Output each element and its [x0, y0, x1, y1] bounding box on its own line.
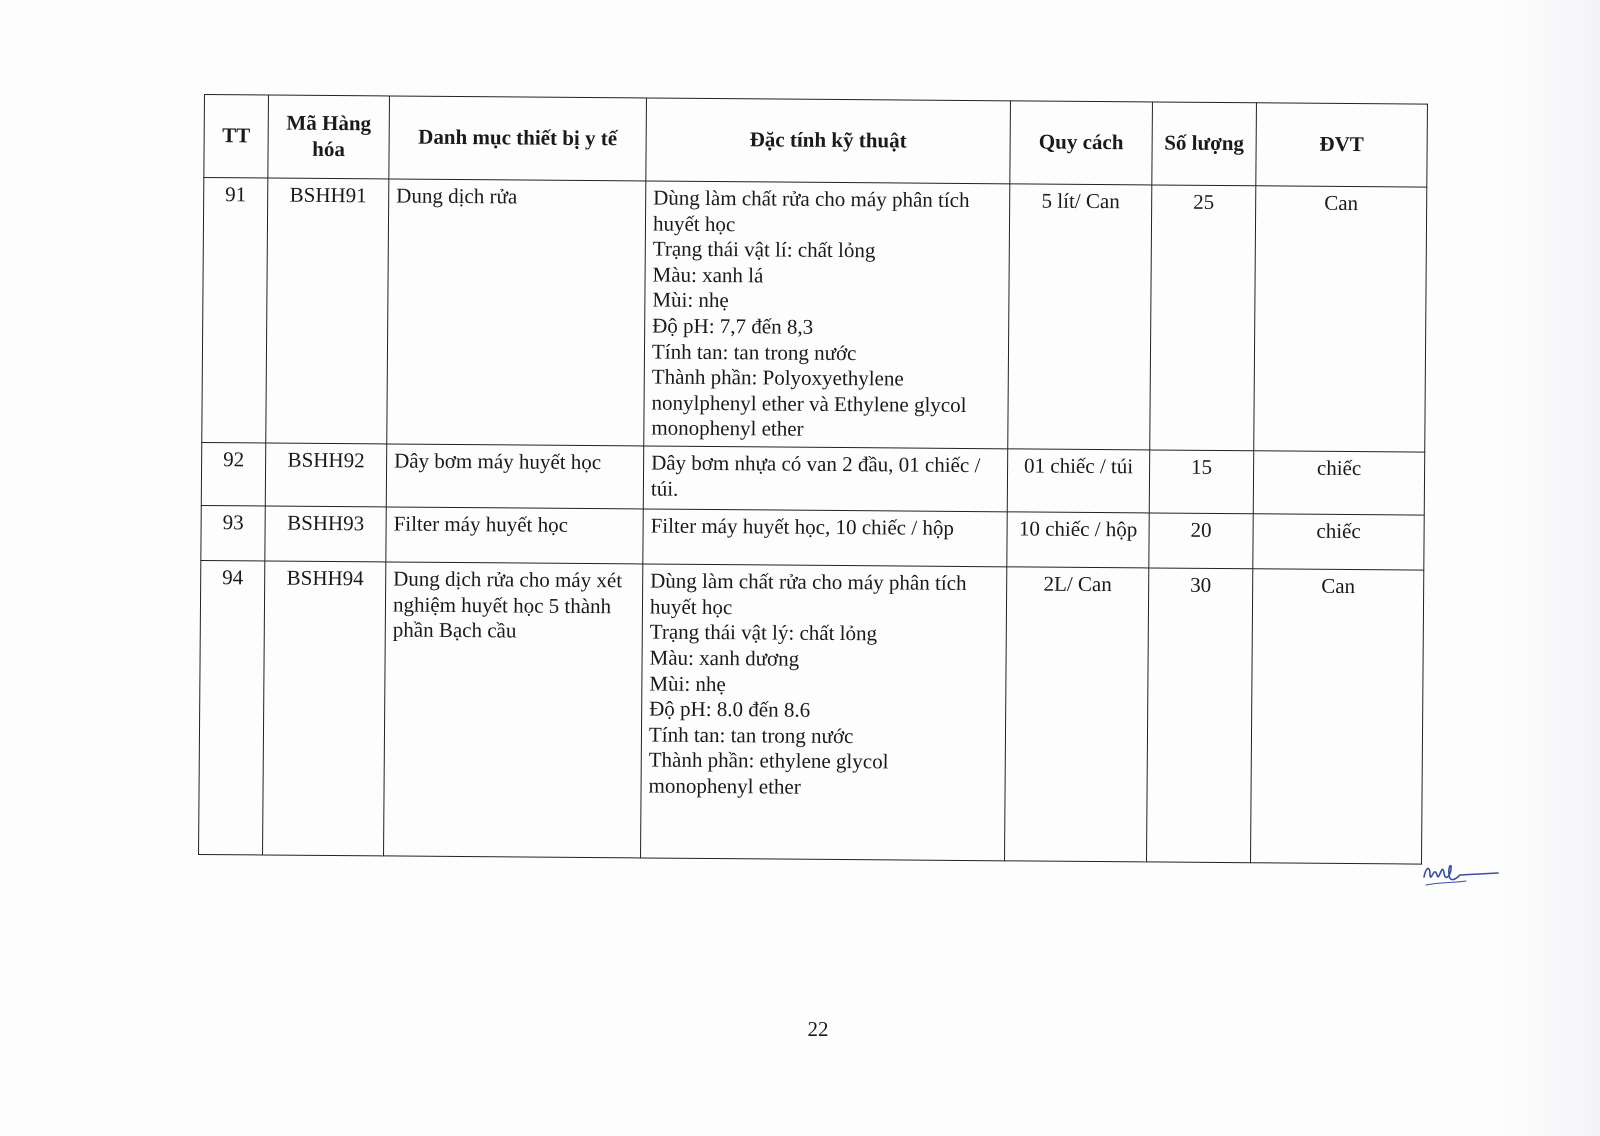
cell-spec: Dùng làm chất rửa cho máy phân tích huyết học Trạng thái vật lí: chất lỏng Màu: xanh lá Mùi: nhẹ Độ pH: 7,7 đến 8,3 Tính tan: tan trong nước Thành phần: Polyoxyethylene nonylphenyl ether và Ethylene glycol monophenyl ether [644, 181, 1010, 449]
cell-quantity: 15 [1149, 450, 1253, 514]
table-row [201, 506, 1424, 571]
cell-unit: chiếc [1253, 451, 1424, 515]
table-header-row [204, 95, 1428, 188]
header-spec: Đặc tính kỹ thuật [646, 98, 1011, 184]
cell-unit: Can [1254, 186, 1427, 452]
cell-unit: Can [1250, 569, 1423, 864]
cell-spec: Dây bơm nhựa có van 2 đầu, 01 chiếc / túi. [643, 446, 1007, 512]
cell-code: BSHH94 [263, 561, 386, 856]
table-row [199, 561, 1424, 865]
cell-category: Filter máy huyết học [386, 507, 643, 564]
cell-packing: 2L/ Can [1005, 567, 1149, 862]
page-number: 22 [807, 1017, 829, 1041]
cell-tt: 94 [199, 561, 265, 855]
table-row [201, 443, 1424, 516]
header-unit: ĐVT [1256, 103, 1428, 187]
header-tt: TT [204, 95, 269, 179]
cell-category: Dung dịch rửa cho máy xét nghiệm huyết học 5 thành phần Bạch cầu [384, 562, 643, 858]
cell-quantity: 20 [1149, 513, 1253, 569]
header-packing: Quy cách [1010, 101, 1153, 185]
header-category: Danh mục thiết bị y tế [389, 96, 647, 181]
header-quantity: Số lượng [1152, 102, 1257, 186]
initials-signature-icon [1420, 855, 1500, 895]
cell-category: Dung dịch rửa [387, 179, 646, 446]
cell-spec: Dùng làm chất rửa cho máy phân tích huyết học Trạng thái vật lý: chất lỏng Màu: xanh dương Mùi: nhẹ Độ pH: 8.0 đến 8.6 Tính tan: tan trong nước Thành phần: ethylene glycol monophenyl ether [641, 564, 1007, 861]
cell-code: BSHH91 [266, 178, 389, 444]
cell-packing: 01 chiếc / túi [1007, 449, 1149, 513]
cell-quantity: 25 [1150, 185, 1256, 451]
scan-edge-shadow [1500, 0, 1600, 1136]
cell-tt: 92 [201, 443, 265, 507]
cell-code: BSHH93 [265, 506, 386, 562]
equipment-spec-table [198, 94, 1428, 865]
cell-tt: 93 [201, 506, 265, 562]
cell-code: BSHH92 [265, 443, 386, 507]
table-row [202, 178, 1427, 453]
cell-unit: chiếc [1253, 514, 1424, 570]
cell-spec: Filter máy huyết học, 10 chiếc / hộp [643, 509, 1007, 567]
cell-quantity: 30 [1146, 568, 1252, 863]
cell-category: Dây bơm máy huyết học [386, 444, 643, 509]
cell-tt: 91 [202, 178, 268, 444]
header-code: Mã Hàng hóa [268, 95, 390, 179]
cell-packing: 5 lít/ Can [1008, 184, 1152, 450]
cell-packing: 10 chiếc / hộp [1007, 512, 1149, 568]
